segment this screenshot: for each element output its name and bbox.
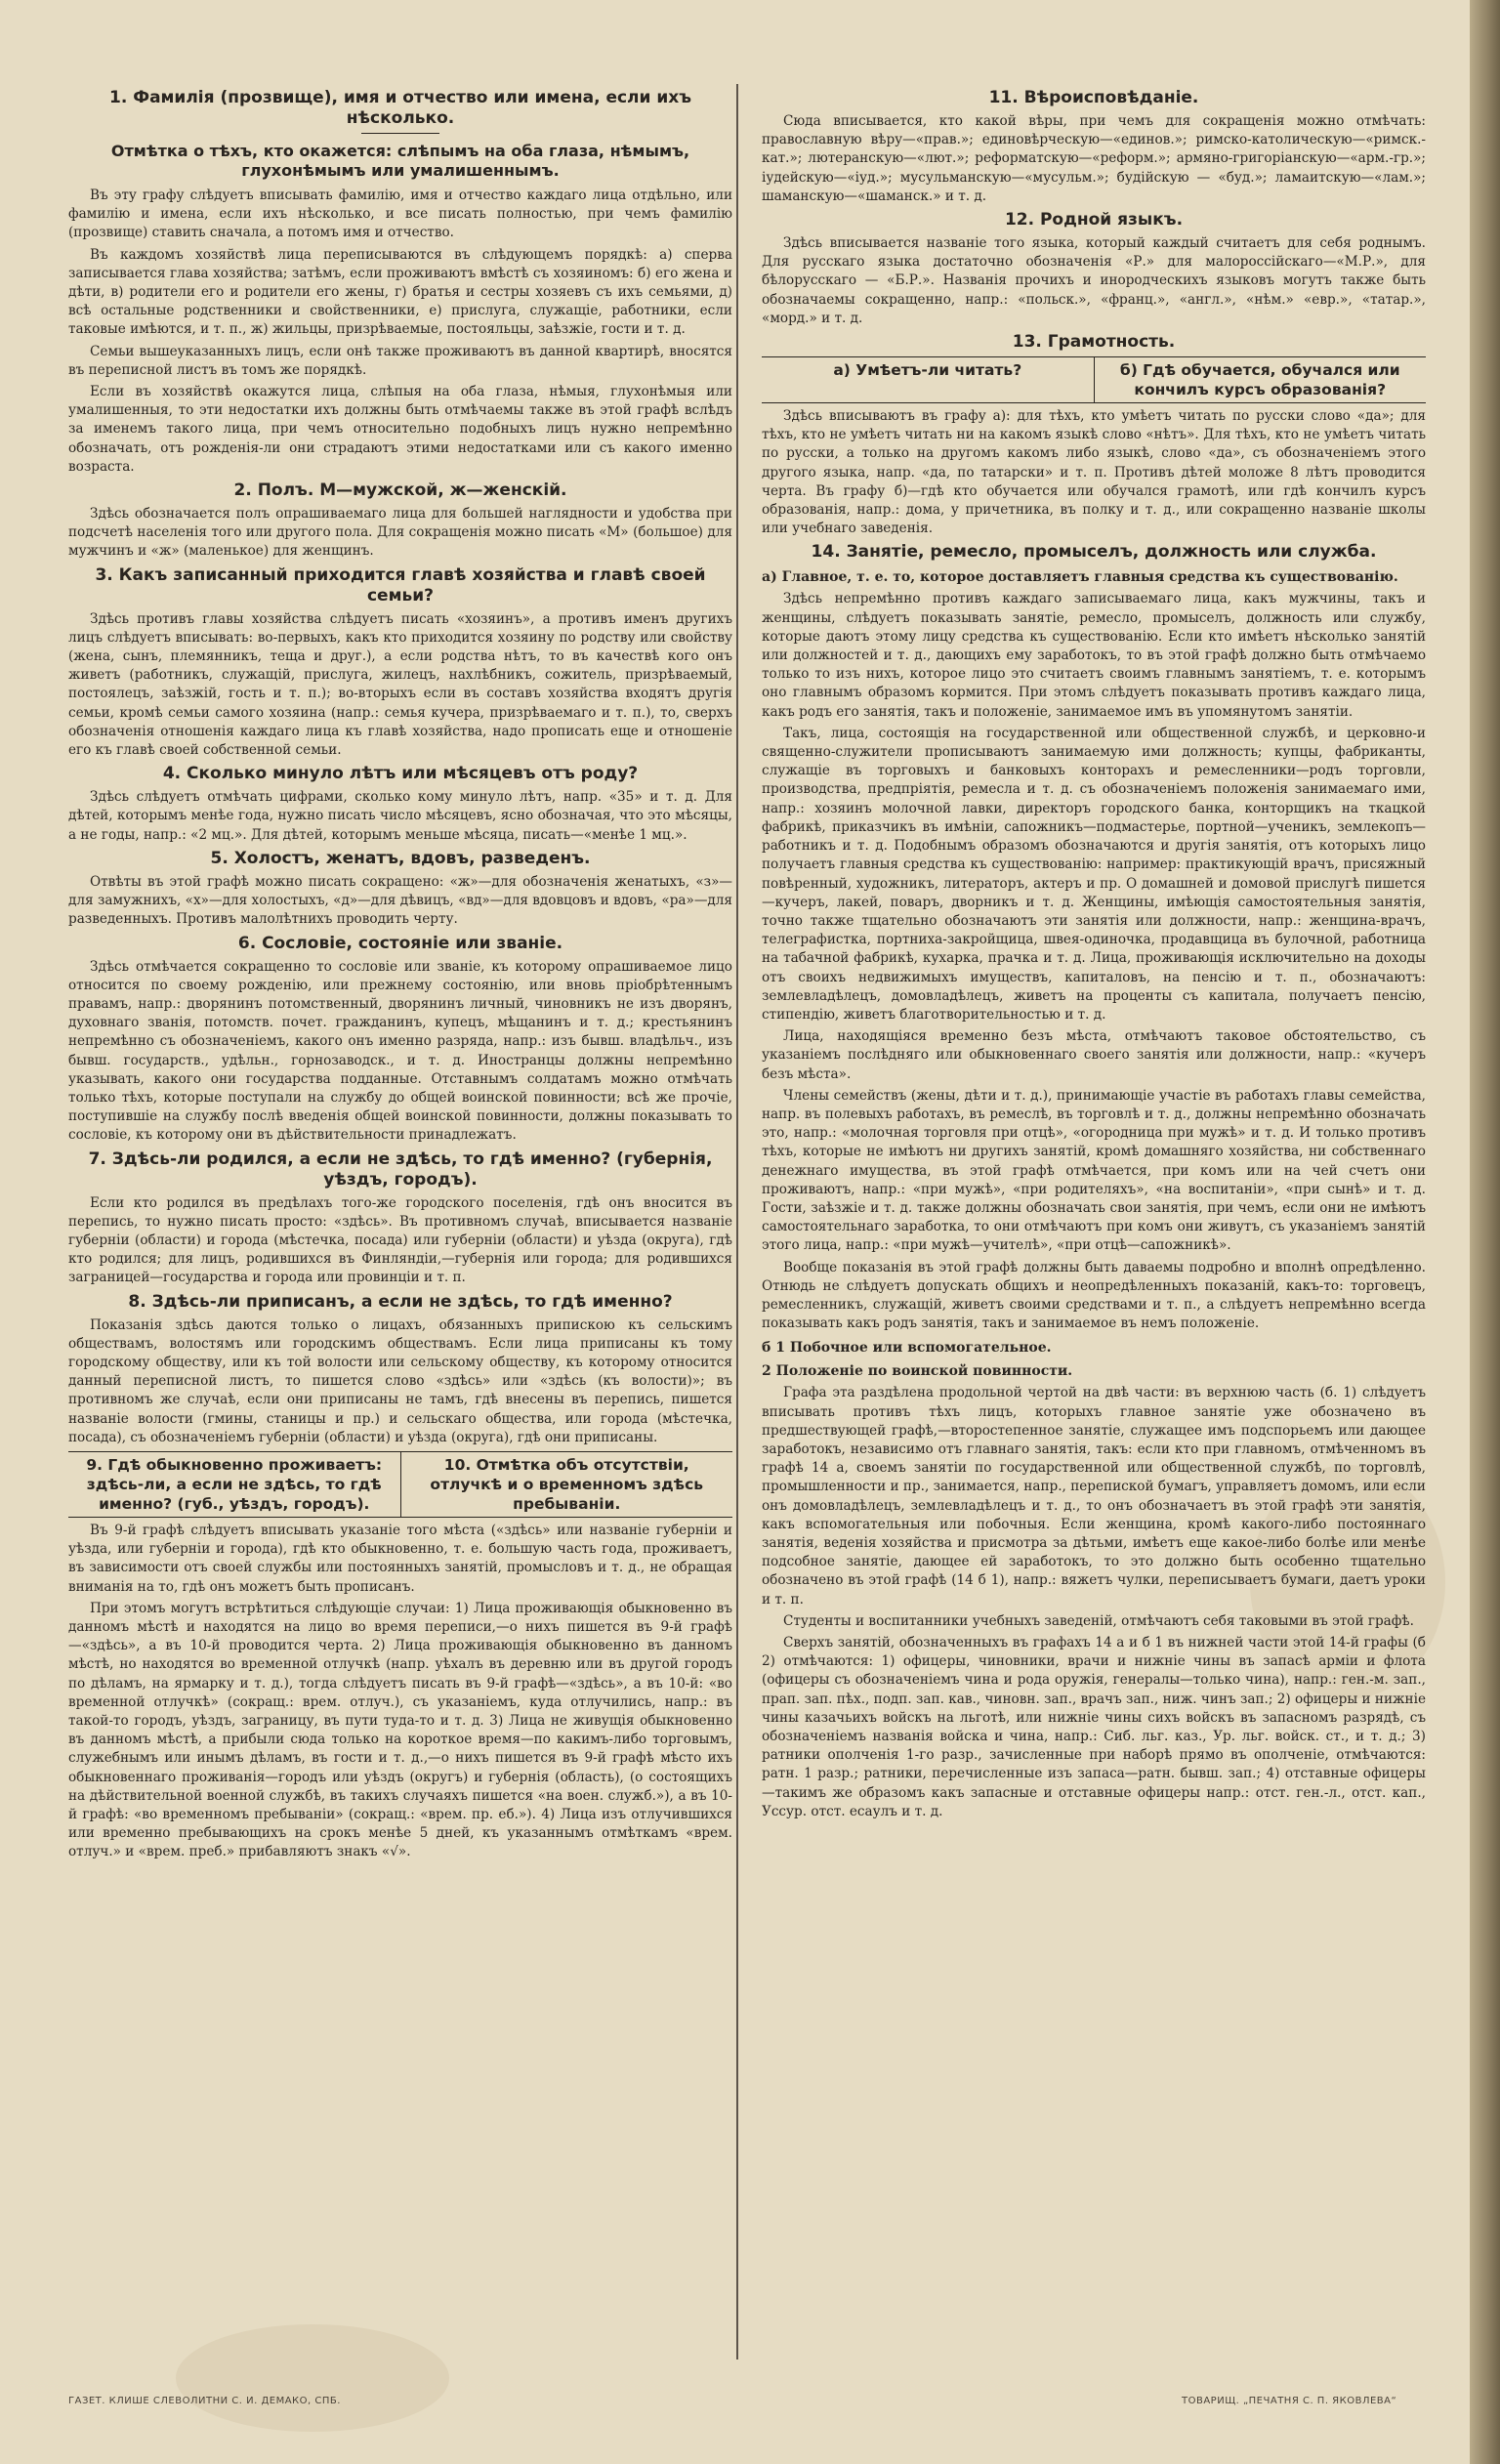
paragraph: При этомъ могутъ встрѣтиться слѣдующіе случаи: 1) Лица проживающія обыкновенно въ данномъ мѣстѣ и находятся на лицо во время переписи,—о нихъ пишется въ 9-й графѣ—«здѣсь», а въ 10-й проводится черта. 2) Лица проживающія обыкновенно въ данномъ мѣстѣ, но находятся во временной отлучкѣ (напр. уѣхалъ въ деревню или въ другой городъ по дѣламъ, на ярмарку и т. д.), тогда слѣдуетъ писать въ 9-й графѣ—«здѣсь», а въ 10-й: «во временной отлучкѣ» (сокращ.: врем. отлуч.), съ указаніемъ, куда отлучились, напр.: въ такой-то городъ, уѣздъ, заграницу, въ пути туда-то и т. д. 3) Лица не живущія обыкновенно въ данномъ мѣстѣ, а прибыли сюда только на короткое время—по какимъ-либо торговымъ, служебнымъ или инымъ дѣламъ, въ гости и т. д.,—о нихъ пишется въ 9-й графѣ мѣсто ихъ обыкновеннаго проживанія—городъ или уѣздъ (округъ) и губернія (область), (о состоящихъ на дѣйствительной военной службѣ, въ такихъ случаяхъ пишется «на воен. служб.»), а въ 10-й графѣ: «во временномъ пребываніи» (сокращ.: «врем. пр. еб.»). 4) Лица изъ отлучившихся или временно пребывающихъ на срокъ менѣе 5 дней, къ указаннымъ отмѣткамъ «врем. отлуч.» и «врем. преб.» прибавляютъ знакъ «√».: [68, 1600, 732, 1860]
column-divider: [736, 84, 738, 2360]
section-7-title: 7. Здѣсь-ли родился, а если не здѣсь, то гдѣ именно? (губернія, уѣздъ, городъ).: [88, 1148, 713, 1190]
paragraph: Отвѣты въ этой графѣ можно писать сокращено: «ж»—для обозначенія женатыхъ, «з»—для замужнихъ, «х»—для холостыхъ, «д»—для дѣвицъ, «вд»—для вдовцовъ и вдовъ, «ра»—для разведенныхъ. Противъ малолѣтнихъ проводить черту.: [68, 873, 732, 928]
paragraph: Члены семействъ (жены, дѣти и т. д.), принимающіе участіе въ работахъ главы семейства, напр. въ полевыхъ работахъ, въ ремеслѣ, въ торговлѣ и т. д., должны непремѣнно обозначать это, напр.: «молочная торговля при отцѣ», «огородница при мужѣ» и т. д. И только противъ тѣхъ, которые не имѣютъ ни другихъ занятій, кромѣ домашняго хозяйства, ни собственнаго денежнаго имущества, въ этой графѣ отмѣчается, при комъ или на чей счетъ они проживаютъ, напр.: «при мужѣ», «при родителяхъ», «на воспитаніи», «при сынѣ» и т. д. Гости, заѣзжіе и т. д. также должны обозначать свои занятія, при чемъ, если они не имѣютъ самостоятельнаго заработка, то они отмѣчаютъ при комъ они живутъ, съ указаніемъ занятій этого лица, напр.: «при мужѣ—учителѣ», «при отцѣ—сапожникѣ».: [762, 1087, 1426, 1254]
paragraph: Семьи вышеуказанныхъ лицъ, если онѣ также проживаютъ въ данной квартирѣ, вносятся въ переписной листъ въ томъ же порядкѣ.: [68, 343, 732, 378]
section-6-title: 6. Сословіе, состояніе или званіе.: [237, 933, 563, 953]
paragraph: Въ 9-й графѣ слѣдуетъ вписывать указаніе того мѣста («здѣсь» или названіе губерніи и уѣзда, или губерніи и города), гдѣ кто обыкновенно, т. е. большую часть года, проживаетъ, въ зависимости отъ своей службы или постоянныхъ занятій, промысловъ и т. д., не обращая вниманія на то, гдѣ онъ можетъ быть прописанъ.: [68, 1522, 732, 1595]
section-8-title: 8. Здѣсь-ли приписанъ, а если не здѣсь, то гдѣ именно?: [128, 1291, 673, 1312]
paragraph: Здѣсь слѣдуетъ отмѣчать цифрами, сколько кому минуло лѣтъ, напр. «35» и т. д. Для дѣтей, которымъ менѣе года, нужно писать число мѣсяцевъ, ясно обозначая, что это мѣсяцы, а не годы, напр.: «2 мц.». Для дѣтей, которымъ меньше мѣсяца, писать—«менѣе 1 мц.».: [68, 789, 732, 843]
paragraph: Здѣсь вписывается названіе того языка, который каждый считаетъ для себя роднымъ. Для русскаго языка достаточно обозначенія «Р.» для малороссійскаго—«М.Р.», для бѣлорусскаго — «Б.Р.». Названія прочихъ и инородческихъ языковъ могутъ также быть обозначаемы сокращенно, напр.: «польск.», «франц.», «англ.», «нѣм.» «евр.», «татар.», «морд.» и т. д.: [762, 235, 1426, 326]
section-5-title: 5. Холостъ, женатъ, вдовъ, разведенъ.: [210, 848, 591, 868]
section-14a-subtitle: а) Главное, т. е. то, которое доставляетъ главныя средства къ существованію.: [762, 569, 1398, 586]
page-edge: [1470, 0, 1500, 2464]
paragraph: Здѣсь отмѣчается сокращенно то сословіе или званіе, къ которому опрашиваемое лицо относится по своему рожденію, или прежнему состоянію, или вновь пріобрѣтеннымъ правамъ, напр.: дворянинъ потомственный, дворянинъ личный, чиновникъ не изъ дворянъ, духовнаго званія, потомств. почет. гражданинъ, купецъ, мѣщанинъ и т. д.; крестьянинъ непремѣнно съ обозначеніемъ, какого онъ именно разряда, напр.: изъ бывш. владѣльч., изъ бывш. государств., удѣльн., горнозаводск., и т. д. Иностранцы должны непремѣнно указывать, какого они государства подданные. Отставнымъ солдатамъ можно отмѣчать только тѣхъ, которые поступали на службу до общей воинской повинности; всѣ же прочіе, поступившіе на службу послѣ введенія общей воинской повинности, должны показывать то сословіе, къ которому они въ дѣйствительности принадлежатъ.: [68, 958, 732, 1144]
section-10-title: 10. Отмѣтка объ отсутствіи, отлучкѣ и о временномъ здѣсь пребываніи.: [400, 1452, 733, 1517]
printer-imprint-left: ГАЗЕТ. КЛИШЕ СЛЕВОЛИТНИ С. И. ДЕМАКО, СПБ.: [68, 2396, 341, 2406]
paragraph: Въ эту графу слѣдуетъ вписывать фамилію, имя и отчество каждаго лица отдѣльно, или фамилію и имена, если ихъ нѣсколько, и все писать полностью, при чемъ фамилію (прозвище) ставить сначала, а потомъ имя и отчество.: [68, 188, 732, 241]
section-14-title: 14. Занятіе, ремесло, промыселъ, должность или служба.: [811, 542, 1377, 563]
right-column: [762, 84, 1426, 2350]
paragraph: Здѣсь противъ главы хозяйства слѣдуетъ писать «хозяинъ», а противъ именъ другихъ лицъ слѣдуетъ вписывать: во-первыхъ, какъ кто приходится хозяину по родству или свойству (жена, сынъ, племянникъ, теща и друг.), а если родства нѣтъ, то въ качествѣ кого онъ живетъ (работникъ, служащій, прислуга, жилецъ, нахлѣбникъ, сожитель, призрѣваемый, постоялецъ, заѣзжій, гость и т. п.); во-вторыхъ если въ составъ хозяйства входятъ другія семьи, кромѣ семьи самого хозяина (напр.: семья кучера, призрѣваемаго и т. п.), то, сверхъ обозначенія отношенія каждаго лица къ главѣ хозяйства, надо прописать еще и отношеніе его къ главѣ своей собственной семьи.: [68, 610, 732, 759]
paragraph: Если въ хозяйствѣ окажутся лица, слѣпыя на оба глаза, нѣмыя, глухонѣмыя или умалишенныя, то эти недостатки ихъ должны быть отмѣчаемы также въ этой графѣ вслѣдъ за именемъ такого лица, при чемъ относительно подобныхъ лицъ нужно непремѣнно обозначать, отъ рожденія-ли они страдаютъ этими недостатками или съ какого именно возраста.: [68, 384, 732, 475]
paragraph: Вообще показанія въ этой графѣ должны быть даваемы подробно и вполнѣ опредѣленно. Отнюдь не слѣдуетъ допускать общихъ и неопредѣленныхъ показаній, какъ-то: торговецъ, ремесленникъ, служащій, живетъ своими средствами и т. п., а слѣдуетъ непремѣнно всегда показывать какъ родъ занятія, такъ и занимаемое въ немъ положеніе.: [762, 1259, 1426, 1332]
paragraph: Графа эта раздѣлена продольной чертой на двѣ части: въ верхнюю часть (б. 1) слѣдуетъ вписывать противъ тѣхъ лицъ, которыхъ главное занятіе уже обозначено въ предшествующей графѣ,—второстепенное занятіе, служащее имъ подспорьемъ или дающее заработокъ, независимо отъ главнаго занятія, такъ: если кто при главномъ, отмѣченномъ въ графѣ 14 а, своемъ занятіи по государственной или общественной службѣ, по торговлѣ, промышленности и пр., занимается, напр., перепиской бумагъ, управляетъ домомъ, или если онъ домовладѣлецъ, землевладѣлецъ и т. д., то онъ обозначаетъ въ этой графѣ эти занятія, какъ вспомогательныя или побочныя. Если женщина, кромѣ какого-либо постояннаго занятія, веденія хозяйства и присмотра за дѣтьми, имѣетъ еще какое-либо болѣе или менѣе подсобное занятіе, дающее ей заработокъ, то это должно быть особенно тщательно обозначено въ этой графѣ (14 б 1), напр.: вяжетъ чулки, переписываетъ бумаги, даетъ уроки и т. п.: [762, 1385, 1426, 1608]
section-3-title: 3. Какъ записанный приходится главѣ хозяйства и главѣ своей семьи?: [95, 564, 706, 606]
section-1-title: 1. Фамилія (прозвище), имя и отчество или имена, если ихъ нѣсколько.: [109, 88, 691, 128]
paragraph: Такъ, лица, состоящія на государственной или общественной службѣ, и церковно-и священно-служители прописываютъ занимаемую ими должность; купцы, фабриканты, служащіе въ торговыхъ и банковыхъ конторахъ и ремесленники—родъ торговли, производства, предпріятія, ремесла и т. д. съ обозначеніемъ положенія занимаемаго ими, напр.: хозяинъ молочной лавки, директоръ городского банка, конторщикъ на ткацкой фабрикѣ, приказчикъ въ имѣніи, сапожникъ—подмастерье, портной—ученикъ, землекопъ—работникъ и т. д. Подобнымъ образомъ обозначаются и другія занятія, отъ которыхъ лицо получаетъ главныя средства къ существованію: например: практикующій врачъ, присяжный повѣренный, художникъ, литераторъ, актеръ и пр. О домашней и домовой прислугѣ пишется—кучеръ, лакей, поваръ, дворникъ и т. д. Женщины, имѣющія самостоятельныя занятія, точно также тщательно обозначаютъ эти занятія или должности, напр.: женщина-врачъ, телеграфистка, портниха-закройщица, швея-одиночка, продавщица въ булочной, работница на табачной фабрикѣ, кухарка, прачка и т. д. Лица, проживающія исключительно на доходы отъ своихъ недвижимыхъ имуществъ, капиталовъ, на пенсію и т. п., обозначаютъ: землевладѣлецъ, домовладѣлецъ, живетъ на проценты съ капитала, получаетъ пенсію, стипендію, живетъ благотворительностью и т. д.: [762, 725, 1426, 1023]
section-13-header: [762, 356, 1426, 403]
section-11-title: 11. Вѣроисповѣданіе.: [988, 88, 1199, 107]
printer-imprint-right: ТОВАРИЩ. „ПЕЧАТНЯ С. П. ЯКОВЛЕВА“: [1182, 2396, 1397, 2406]
section-12-title: 12. Родной языкъ.: [1004, 210, 1184, 230]
section-4-title: 4. Сколько минуло лѣтъ или мѣсяцевъ отъ роду?: [162, 764, 639, 784]
section-1-note: Отмѣтка о тѣхъ, кто окажется: слѣпымъ на оба глаза, нѣмымъ, глухонѣмымъ или умалишеннымъ.: [110, 142, 690, 180]
paragraph: Студенты и воспитанники учебныхъ заведеній, отмѣчаютъ себя таковыми въ этой графѣ.: [783, 1612, 1414, 1629]
section-14b2-subtitle: 2 Положеніе по воинской повинности.: [762, 1363, 1073, 1380]
paragraph: Здѣсь обозначается полъ опрашиваемаго лица для большей наглядности и удобства при подсчетѣ населенія того или другого пола. Для сокращенія можно писать «М» (большое) для мужчинъ и «ж» (маленькое) для женщинъ.: [68, 506, 732, 560]
left-column: [68, 84, 732, 2350]
section-9-title: 9. Гдѣ обыкновенно проживаетъ: здѣсь-ли, а если не здѣсь, то гдѣ именно? (губ., уѣздъ, городъ).: [86, 1455, 383, 1513]
paragraph: Здѣсь вписываютъ въ графу а): для тѣхъ, кто умѣетъ читать по русски слово «да»; для тѣхъ, кто не умѣетъ читать ни на какомъ языкѣ слово «нѣтъ». Для тѣхъ, кто не умѣетъ читать по русски, а только на другомъ какомъ либо языкѣ, слово «да», съ обозначеніемъ этого другого языка, напр. «да, по татарски» и т. п. Противъ дѣтей моложе 8 лѣтъ проводится черта. Въ графу б)—гдѣ кто обучается или обучался грамотѣ, или гдѣ кончилъ курсъ образованія, напр.: дома, у причетника, въ полку и т. д., или сокращенно названіе школы или учебнаго заведенія.: [762, 408, 1426, 537]
paragraph: Сюда вписывается, кто какой вѣры, при чемъ для сокращенія можно отмѣчать: православную вѣру—«прав.»; единовѣрческую—«единов.»; римско-католическую—«римск.-кат.»; лютеранскую—«лют.»; реформатскую—«реформ.»; армяно-григоріанскую—«арм.-гр.»; іудейскую—«іуд.»; мусульманскую—«мусульм.»; будійскую — «буд.»; ламаитскую—«лам.»; шаманскую—«шаманск.» и т. д.: [762, 113, 1426, 204]
paragraph: Показанія здѣсь даются только о лицахъ, обязанныхъ припискою къ сельскимъ обществамъ, волостямъ или городскимъ обществамъ. Если лица приписаны къ тому городскому обществу, или къ той волости или сельскому обществу, къ которому относится данный переписной листъ, то пишется слово «здѣсь» или «здѣсь (къ волости)»; въ противномъ же случаѣ, если они приписаны не тамъ, гдѣ внесены въ перепись, пишется названіе волости (гмины, станицы и пр.) и сельскаго общества, или города (мѣстечка, посада), съ обозначеніемъ губерніи (области) и уѣзда (округа), гдѣ они приписаны.: [68, 1316, 732, 1445]
section-9-10-header: [68, 1451, 732, 1518]
section-13b-title: б) Гдѣ обучается, обучался или кончилъ курсъ образованія?: [1094, 357, 1427, 402]
paragraph: Если кто родился въ предѣлахъ того-же городского поселенія, гдѣ онъ вносится въ перепись, то нужно писать просто: «здѣсь». Въ противномъ случаѣ, вписывается названіе губерніи (области) и города (мѣстечка, посада) или губерніи (области) и уѣзда (округа), гдѣ кто родился; для лицъ, родившихся въ Финляндіи,—губернія или города; для родившихся заграницей—государства и города или провинціи и т. п.: [68, 1194, 732, 1286]
paragraph: Въ каждомъ хозяйствѣ лица переписываются въ слѣдующемъ порядкѣ: а) сперва записывается глава хозяйства; затѣмъ, если проживаютъ вмѣстѣ съ хозяиномъ: б) его жена и дѣти, в) родители его и родители его жены, г) братья и сестры хозяевъ съ ихъ семьями, д) всѣ остальные родственники и свойственники, е) прислуга, служащіе, работники, если таковые имѣются, и т. п., ж) жильцы, призрѣваемые, постояльцы, заѣзжіе, гости и т. д.: [68, 246, 732, 338]
section-13-title: 13. Грамотность.: [1012, 332, 1176, 353]
section-14b1-subtitle: б 1 Побочное или вспомогательное.: [762, 1340, 1052, 1357]
paragraph: Здѣсь непремѣнно противъ каждаго записываемаго лица, какъ мужчины, такъ и женщины, слѣдуетъ показывать занятіе, ремесло, промыселъ, должность или службу, которые даютъ этому лицу средства къ существованію. Если кто имѣетъ нѣсколько занятій или должностей и т. д., дающихъ ему заработокъ, то въ этой графѣ должно быть отмѣчаемо только то изъ нихъ, которое лицо это считаетъ своимъ главнымъ занятіемъ, т. е. которымъ оно главнымъ образомъ кормится. При этомъ слѣдуетъ показывать противъ каждаго лица, какъ родъ его занятія, такъ и положеніе, занимаемое имъ въ упомянутомъ занятіи.: [762, 591, 1426, 720]
section-rule: [361, 133, 439, 134]
section-2-title: 2. Полъ. М—мужской, ж—женскій.: [233, 480, 567, 501]
section-13a-title: а) Умѣетъ-ли читать?: [833, 361, 1022, 380]
paragraph: Сверхъ занятій, обозначенныхъ въ графахъ 14 а и б 1 въ нижней части этой 14-й графы (б 2) отмѣчаются: 1) офицеры, чиновники, врачи и нижніе чины въ запасѣ арміи и флота (офицеры съ обозначеніемъ чина и рода оружія, генералы—только чина), напр.: ген.-м. зап., прап. зап. пѣх., подп. зап. кав., чиновн. зап., врачъ зап., ниж. чинъ зап.; 2) офицеры и нижніе чины казачьихъ войскъ на льготѣ, или нижніе чины сихъ войскъ въ запасномъ разрядѣ, съ обозначеніемъ названія войска и чина, напр.: Сиб. льг. каз., Ур. льг. войск. ст., и т. д.; 3) ратники ополченія 1-го разр., зачисленные при наборѣ прямо въ ополченіе, отмѣчаются: ратн. 1 разр.; ратники, перечисленные изъ запаса—ратн. бывш. зап.; 4) отставные офицеры—такимъ же образомъ какъ запасные и отставные офицеры напр.: отст. ген.-л., отст. кап., Уссур. отст. есаулъ и т. д.: [762, 1635, 1426, 1819]
paragraph: Лица, находящіяся временно безъ мѣста, отмѣчаютъ таковое обстоятельство, съ указаніемъ послѣдняго или обыкновеннаго своего занятія или должности, напр.: «кучеръ безъ мѣста».: [762, 1028, 1426, 1082]
